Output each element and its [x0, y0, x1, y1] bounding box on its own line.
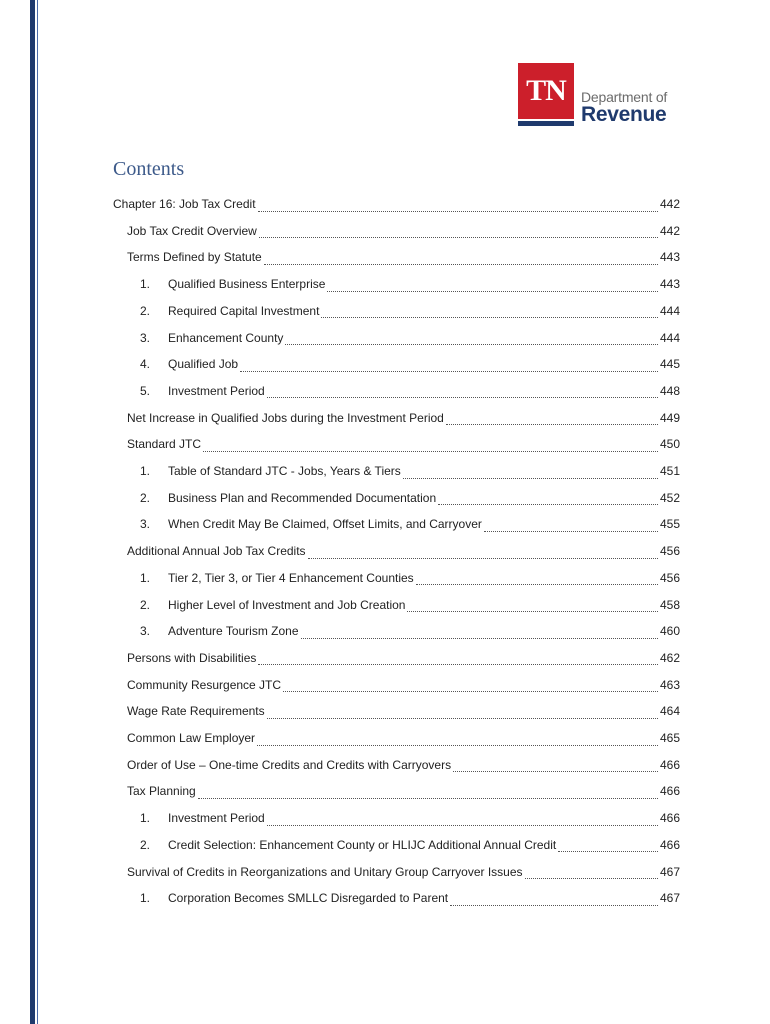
- toc-entry[interactable]: [127, 784, 680, 804]
- toc-dot-leader: [327, 291, 658, 292]
- toc-entry[interactable]: [140, 464, 680, 484]
- toc-dot-leader: [308, 558, 658, 559]
- toc-entry[interactable]: [140, 571, 680, 591]
- toc-page-number: 466: [659, 811, 680, 826]
- toc-dot-leader: [203, 451, 658, 452]
- toc-dot-leader: [416, 584, 658, 585]
- toc-entry[interactable]: [127, 865, 680, 885]
- toc-entry[interactable]: [127, 704, 680, 724]
- toc-dot-leader: [198, 798, 658, 799]
- toc-page-number: 463: [659, 677, 680, 692]
- toc-page-number: 462: [659, 650, 680, 665]
- toc-dot-leader: [321, 317, 658, 318]
- toc-page-number: 442: [659, 197, 680, 211]
- toc-page-number: 445: [659, 357, 680, 372]
- toc-entry-title: Business Plan and Recommended Documentation: [168, 490, 437, 505]
- logo-revenue-text: Revenue: [581, 103, 667, 126]
- toc-entry-title: Credit Selection: Enhancement County or HLIJC Additional Annual Credit: [168, 837, 557, 852]
- toc-entry-number: 3.: [140, 624, 151, 639]
- toc-entry[interactable]: [140, 624, 680, 644]
- toc-entry-number: 4.: [140, 357, 151, 372]
- toc-entry-title: Adventure Tourism Zone: [168, 624, 299, 639]
- page-border-thick: [30, 0, 35, 1024]
- toc-dot-leader: [453, 771, 658, 772]
- toc-page-number: 443: [659, 277, 680, 292]
- toc-page-number: 456: [659, 570, 680, 585]
- toc-entry-title: Survival of Credits in Reorganizations and Unitary Group Carryover Issues: [127, 864, 523, 879]
- toc-entry-number: 1.: [140, 811, 151, 826]
- toc-entry[interactable]: [140, 357, 680, 377]
- toc-entry-title: Community Resurgence JTC: [127, 677, 282, 692]
- toc-entry[interactable]: [140, 304, 680, 324]
- toc-entry-title: Table of Standard JTC - Jobs, Years & Tiers: [168, 464, 401, 478]
- toc-entry-title: Persons with Disabilities: [127, 650, 257, 665]
- toc-entry-title: Net Increase in Qualified Jobs during the Investment Period: [127, 410, 444, 425]
- toc-entry-title: Tier 2, Tier 3, or Tier 4 Enhancement Counties: [168, 570, 414, 585]
- toc-entry-title: Wage Rate Requirements: [127, 704, 265, 719]
- toc-dot-leader: [240, 371, 658, 372]
- toc-entry[interactable]: [140, 331, 680, 351]
- toc-entry-title: Enhancement County: [168, 330, 284, 345]
- toc-page-number: 444: [659, 303, 680, 318]
- toc-dot-leader: [285, 344, 658, 345]
- toc-dot-leader: [301, 638, 658, 639]
- toc-dot-leader: [450, 905, 658, 906]
- contents-heading: Contents: [113, 158, 185, 180]
- toc-page-number: 458: [659, 597, 680, 612]
- toc-entry-title: Required Capital Investment: [168, 303, 320, 318]
- toc-entry[interactable]: [140, 277, 680, 297]
- toc-entry-title: Job Tax Credit Overview: [127, 223, 257, 238]
- toc-entry-title: Qualified Job: [168, 357, 239, 372]
- toc-page-number: 456: [659, 544, 680, 559]
- logo-mark: TN: [518, 63, 574, 119]
- toc-page-number: 442: [659, 223, 680, 238]
- toc-page-number: 465: [659, 731, 680, 745]
- toc-entry-number: 1.: [140, 464, 151, 478]
- toc-page-number: 448: [659, 383, 680, 398]
- toc-dot-leader: [403, 478, 658, 479]
- toc-page-number: 466: [659, 784, 680, 799]
- toc-entry-title: Additional Annual Job Tax Credits: [127, 544, 306, 559]
- toc-entry-title: Common Law Employer: [127, 731, 256, 745]
- toc-dot-leader: [438, 504, 658, 505]
- toc-page-number: 444: [659, 330, 680, 345]
- toc-dot-leader: [258, 211, 658, 212]
- toc-entry-title: Terms Defined by Statute: [127, 250, 262, 265]
- toc-dot-leader: [484, 531, 658, 532]
- toc-entry[interactable]: [127, 411, 680, 431]
- toc-dot-leader: [267, 397, 658, 398]
- page-border-thin: [37, 0, 38, 1024]
- toc-entry-title: Tax Planning: [127, 784, 196, 799]
- toc-entry[interactable]: [140, 811, 680, 831]
- toc-page-number: 467: [659, 891, 680, 906]
- toc-dot-leader: [258, 664, 658, 665]
- toc-dot-leader: [257, 745, 658, 746]
- toc-dot-leader: [525, 878, 658, 879]
- toc-page-number: 464: [659, 704, 680, 719]
- toc-entry[interactable]: [140, 598, 680, 618]
- toc-entry-title: Higher Level of Investment and Job Creation: [168, 597, 406, 612]
- toc-entry[interactable]: [140, 491, 680, 511]
- toc-entry-number: 2.: [140, 837, 151, 852]
- toc-entry-title: Chapter 16: Job Tax Credit: [113, 197, 256, 211]
- toc-entry[interactable]: [127, 758, 680, 778]
- toc-dot-leader: [558, 851, 658, 852]
- tn-revenue-logo: [518, 63, 678, 129]
- logo-department-text: Department of: [581, 89, 668, 105]
- toc-entry-number: 3.: [140, 330, 151, 345]
- toc-entry[interactable]: [140, 517, 680, 537]
- toc-page-number: 466: [659, 757, 680, 772]
- toc-entry-number: 1.: [140, 891, 151, 906]
- toc-entry[interactable]: [140, 891, 680, 911]
- toc-page-number: 451: [659, 464, 680, 478]
- toc-entry[interactable]: [127, 437, 680, 457]
- toc-dot-leader: [259, 237, 658, 238]
- toc-entry[interactable]: [127, 651, 680, 671]
- toc-page-number: 449: [659, 410, 680, 425]
- toc-entry[interactable]: [140, 384, 680, 404]
- toc-dot-leader: [407, 611, 658, 612]
- toc-entry-number: 3.: [140, 517, 151, 532]
- toc-entry[interactable]: [127, 731, 680, 751]
- toc-dot-leader: [446, 424, 658, 425]
- toc-entry[interactable]: [127, 224, 680, 244]
- toc-entry[interactable]: [127, 544, 680, 564]
- toc-entry-title: Investment Period: [168, 383, 265, 398]
- toc-entry-number: 2.: [140, 597, 151, 612]
- toc-dot-leader: [267, 825, 658, 826]
- toc-entry-number: 5.: [140, 383, 151, 398]
- toc-entry-number: 2.: [140, 490, 151, 505]
- toc-entry-title: When Credit May Be Claimed, Offset Limits, and Carryover: [168, 517, 482, 532]
- toc-entry-title: Corporation Becomes SMLLC Disregarded to Parent: [168, 891, 449, 906]
- toc-entry-number: 1.: [140, 277, 151, 292]
- toc-entry[interactable]: [127, 678, 680, 698]
- toc-entry[interactable]: [140, 838, 680, 858]
- toc-dot-leader: [267, 718, 658, 719]
- toc-page-number: 467: [659, 864, 680, 879]
- toc-entry-number: 1.: [140, 570, 151, 585]
- toc-page-number: 443: [659, 250, 680, 265]
- toc-entry[interactable]: [127, 250, 680, 270]
- toc-entry-number: 2.: [140, 303, 151, 318]
- toc-entry-title: Qualified Business Enterprise: [168, 277, 326, 292]
- toc-page-number: 466: [659, 837, 680, 852]
- toc-page-number: 455: [659, 517, 680, 532]
- toc-dot-leader: [264, 264, 658, 265]
- toc-entry-title: Investment Period: [168, 811, 265, 826]
- toc-dot-leader: [283, 691, 658, 692]
- logo-stripe: [518, 121, 574, 126]
- toc-entry-title: Standard JTC: [127, 437, 202, 452]
- toc-entry[interactable]: [113, 197, 680, 217]
- toc-entry-title: Order of Use – One-time Credits and Credits with Carryovers: [127, 757, 452, 772]
- toc-page-number: 450: [659, 437, 680, 452]
- toc-page-number: 452: [659, 490, 680, 505]
- toc-page-number: 460: [659, 624, 680, 639]
